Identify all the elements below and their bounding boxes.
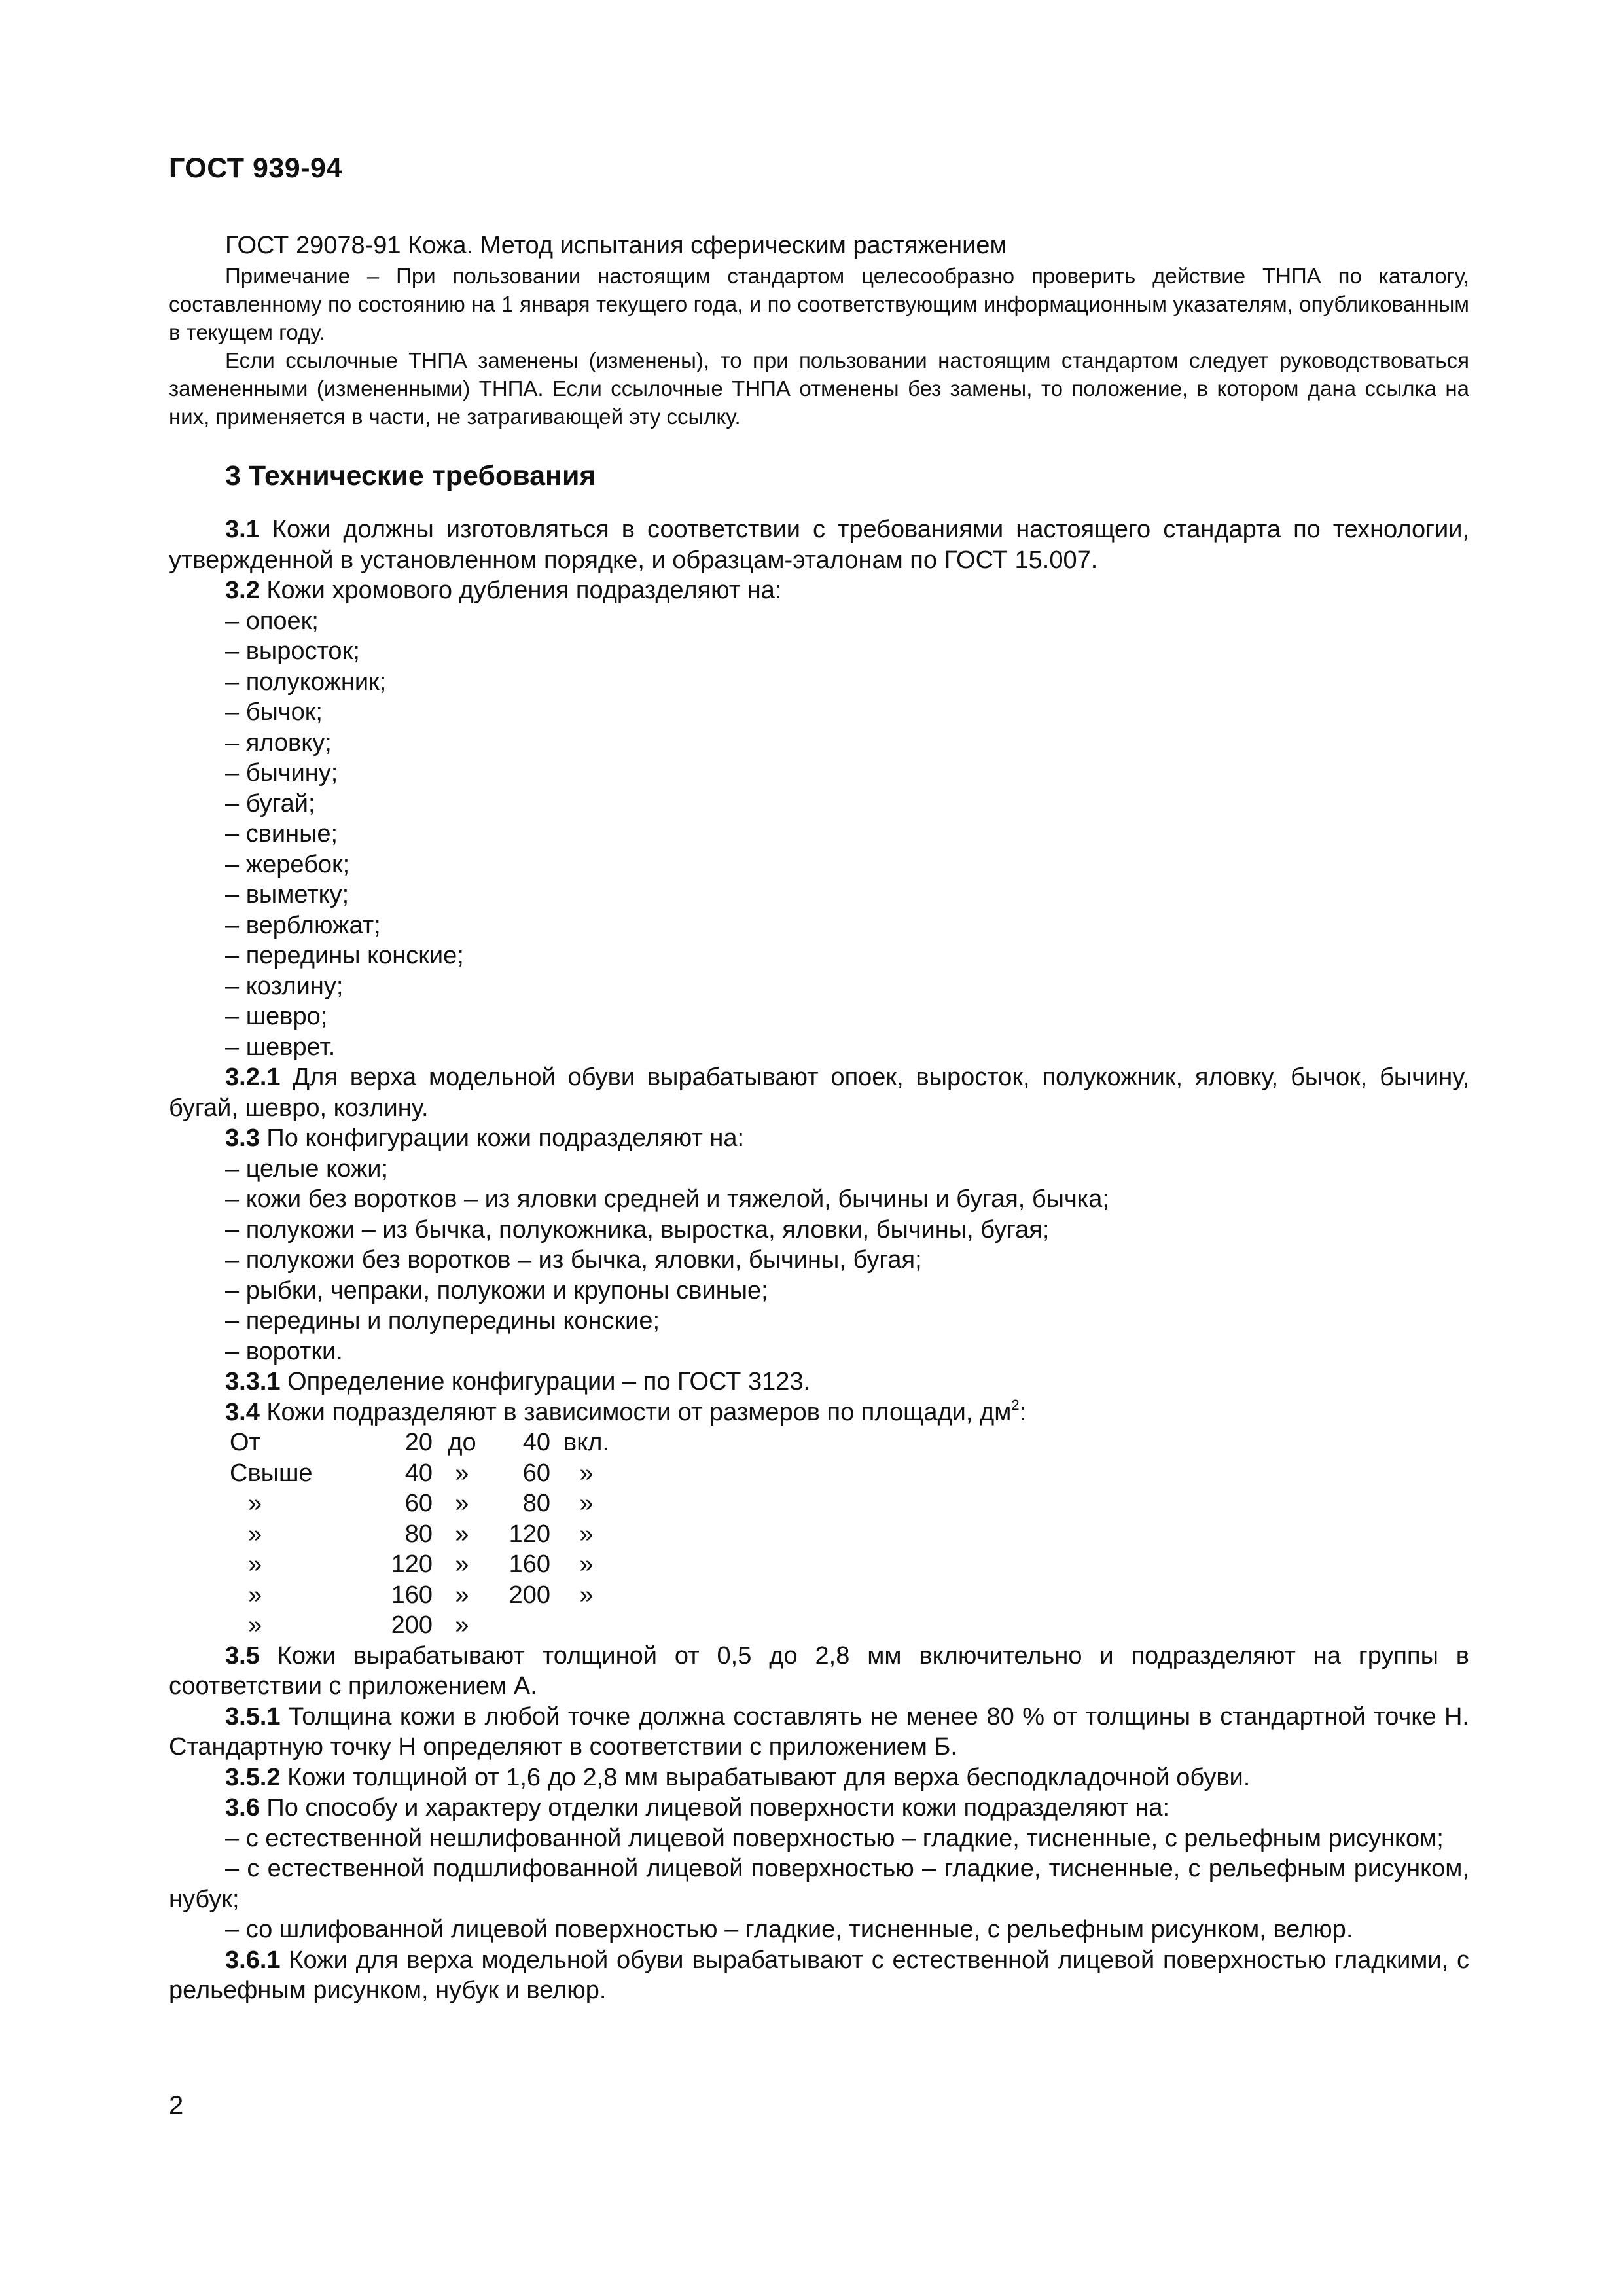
list-item: – верблюжат;	[225, 911, 381, 939]
table-row	[230, 1549, 622, 1580]
clause-number: 3.2	[225, 577, 260, 604]
clause-number: 3.3.1	[225, 1368, 281, 1395]
table-cell: »	[579, 1551, 594, 1578]
clause-3-5	[169, 1641, 1469, 1702]
clause-3-2-1	[169, 1062, 1469, 1123]
list-item: – козлину;	[225, 972, 344, 1000]
configuration-list	[169, 1154, 1469, 1367]
list-item: – передины и полупередины конские;	[225, 1307, 660, 1335]
table-cell: 60	[522, 1459, 550, 1487]
list-item: – жеребок;	[225, 850, 350, 878]
clause-number: 3.4	[225, 1398, 260, 1426]
clause-3-1	[169, 514, 1469, 575]
clause-text: Кожи для верха модельной обуви вырабатывают с естественной лицевой поверхностью гладкими, с рельефным рисунком, нубук и велюр.	[169, 1946, 1470, 2004]
clause-text: Кожи вырабатывают толщиной от 0,5 до 2,8 мм включительно и подразделяют на группы в соответствии с приложением А.	[169, 1641, 1469, 1700]
list-item: – выметку;	[225, 881, 349, 908]
list-item: – яловку;	[225, 728, 332, 757]
table-cell: 40	[522, 1429, 550, 1456]
clause-number: 3.5	[225, 1641, 260, 1670]
table-cell: »	[455, 1551, 469, 1578]
list-item: – полукожник;	[225, 668, 387, 696]
clause-3-6-1	[169, 1945, 1469, 2006]
list-item: – передины конские;	[225, 942, 464, 969]
clause-number: 3.5.2	[225, 1763, 281, 1791]
table-cell: 20	[404, 1429, 433, 1456]
page-number: 2	[169, 2091, 184, 2120]
table-cell: »	[455, 1611, 469, 1639]
table-cell: вкл.	[563, 1429, 609, 1456]
list-item: – с естественной подшлифованной лицевой поверхностью – гладкие, тисненные, с рельефным рисунком, нубук;	[169, 1855, 1469, 1913]
clause-number: 3.5.1	[225, 1702, 281, 1731]
list-item: – выросток;	[225, 637, 360, 665]
list-item: – свиные;	[225, 820, 338, 848]
table-cell: »	[455, 1520, 469, 1548]
clause-text: Кожи хромового дубления подразделяют на:	[266, 577, 782, 604]
references-block	[169, 229, 1469, 431]
table-cell: 160	[508, 1551, 550, 1578]
table-cell: 160	[391, 1581, 433, 1609]
list-item: – бычину;	[225, 759, 338, 787]
table-row	[230, 1458, 622, 1489]
clause-number: 3.3	[225, 1124, 260, 1152]
list-item: – полукожи – из бычка, полукожника, выростка, яловки, бычины, бугая;	[225, 1215, 1050, 1244]
finish-types-list	[169, 1823, 1469, 1945]
clause-3-3	[169, 1123, 1469, 1154]
clause-text: Для верха модельной обуви вырабатывают опоек, выросток, полукожник, яловку, бычок, бычину, бугай, шевро, козлину.	[169, 1064, 1469, 1122]
list-item: – кожи без воротков – из яловки средней и тяжелой, бычины и бугая, бычка;	[225, 1185, 1109, 1213]
list-item: – опоек;	[225, 607, 319, 635]
table-cell: »	[579, 1490, 594, 1517]
table-cell: 120	[391, 1551, 433, 1578]
table-cell	[491, 1610, 550, 1641]
list-item: – шевро;	[225, 1003, 328, 1030]
list-item: – с естественной нешлифованной лицевой поверхностью – гладкие, тисненные, с рельефным рисунком;	[225, 1824, 1444, 1852]
section-body	[169, 514, 1469, 2006]
clause-text: Толщина кожи в любой точке должна составлять не менее 80 % от толщины в стандартной точке Н. Стандартную точку Н определяют в соответствии с приложением Б.	[169, 1702, 1469, 1761]
table-row	[230, 1427, 622, 1458]
clause-3-2	[169, 575, 1469, 606]
table-cell: От	[230, 1429, 260, 1456]
clause-text: Кожи толщиной от 1,6 до 2,8 мм вырабатывают для верха бесподкладочной обуви.	[287, 1763, 1251, 1791]
table-cell: »	[248, 1581, 262, 1609]
clause-number: 3.1	[225, 516, 260, 543]
table-cell: 200	[508, 1581, 550, 1609]
clause-3-4	[169, 1397, 1469, 1428]
table-cell: »	[579, 1520, 594, 1548]
table-cell: »	[579, 1459, 594, 1487]
list-item: – бычок;	[225, 698, 323, 726]
table-cell: 200	[391, 1611, 433, 1639]
table-cell: до	[448, 1429, 476, 1456]
table-row	[230, 1580, 622, 1611]
clause-text: Определение конфигурации – по ГОСТ 3123.	[287, 1368, 811, 1395]
clause-text: По способу и характеру отделки лицевой поверхности кожи подразделяют на:	[266, 1794, 1170, 1821]
table-cell: 120	[508, 1520, 550, 1548]
list-item: – со шлифованной лицевой поверхностью – гладкие, тисненные, с рельефным рисунком, велюр.	[225, 1916, 1353, 1943]
table-cell: 80	[404, 1520, 433, 1548]
table-row	[230, 1488, 622, 1519]
clause-3-5-2	[169, 1763, 1469, 1793]
table-cell: »	[455, 1490, 469, 1517]
list-item: – целые кожи;	[225, 1155, 389, 1183]
clause-number: 3.6	[225, 1794, 260, 1821]
table-cell: »	[579, 1581, 594, 1609]
table-cell: 60	[404, 1490, 433, 1517]
note-paragraph: Примечание – При пользовании настоящим стандартом целесообразно проверить действие ТНПА по каталогу, составленному по состоянию на 1 января текущего года, и по соответствующим информационным указателям, опубликованным в текущем году.	[169, 264, 1469, 344]
table-cell: »	[455, 1581, 469, 1609]
tanning-types-list	[169, 606, 1469, 1063]
table-cell: Свыше	[230, 1459, 313, 1487]
list-item: – бугай;	[225, 789, 315, 817]
table-cell: 80	[522, 1490, 550, 1517]
superscript: 2	[1011, 1396, 1020, 1413]
list-item: – шеврет.	[225, 1033, 336, 1061]
clause-text: Кожи должны изготовляться в соответствии с требованиями настоящего стандарта по технологии, утвержденной в установленном порядке, и образцам-эталонам по ГОСТ 15.007.	[169, 516, 1469, 574]
list-item: – воротки.	[225, 1337, 343, 1365]
clause-number: 3.6.1	[225, 1946, 281, 1974]
table-cell: 40	[404, 1459, 433, 1487]
table-cell: »	[248, 1551, 262, 1578]
list-item: – рыбки, чепраки, полукожи и крупоны свиные;	[225, 1276, 768, 1304]
section-title: 3 Технические требования	[225, 460, 596, 492]
clause-3-3-1	[169, 1367, 1469, 1397]
table-row	[230, 1610, 622, 1641]
list-item: – полукожи без воротков – из бычка, яловки, бычины, бугая;	[225, 1246, 922, 1274]
clause-3-5-1	[169, 1702, 1469, 1763]
document-code: ГОСТ 939-94	[169, 152, 342, 184]
clause-text: По конфигурации кожи подразделяют на:	[266, 1124, 745, 1152]
clause-text: Кожи подразделяют в зависимости от размеров по площади, дм	[266, 1398, 1012, 1426]
table-cell: »	[455, 1459, 469, 1487]
table-cell: »	[248, 1611, 262, 1639]
table-cell: »	[248, 1490, 262, 1517]
clause-text-tail: :	[1019, 1398, 1027, 1426]
clause-number: 3.2.1	[225, 1064, 281, 1091]
referenced-standard: ГОСТ 29078-91 Кожа. Метод испытания сферическим растяжением	[225, 232, 1007, 259]
clause-3-6	[169, 1793, 1469, 1823]
table-cell: »	[248, 1520, 262, 1548]
table-row	[230, 1519, 622, 1550]
replacement-note-paragraph: Если ссылочные ТНПА заменены (изменены), то при пользовании настоящим стандартом следует руководствоваться замененными (измененными) ТНПА. Если ссылочные ТНПА отменены без замены, то положение, в котором дана ссылка на них, применяется в части, не затрагивающей эту ссылку.	[169, 348, 1469, 429]
size-range-table	[230, 1427, 622, 1641]
table-cell	[550, 1610, 622, 1641]
